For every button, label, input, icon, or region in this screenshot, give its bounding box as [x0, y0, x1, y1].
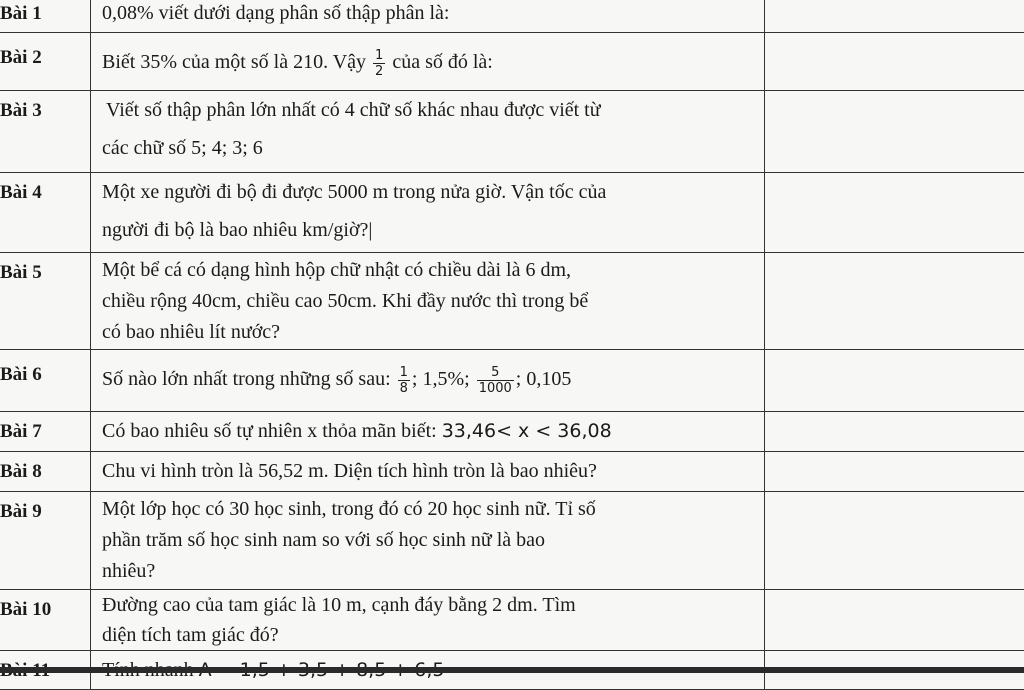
fraction: $\frac{1}{2}$ [373, 48, 385, 79]
problem-label: Bài 10 [0, 590, 91, 651]
problem-text: Một bể cá có dạng hình hộp chữ nhật có chiều dài là 6 dm, chiều rộng 40cm, chiều cao 50cm. Khi đầy nước thì trong bể có bao nhiêu lít nước? [91, 253, 765, 350]
problem-text: Số nào lớn nhất trong những số sau: $\frac{1}{8}$ ; 1,5%; $\frac{5}{1000}$ ; 0,105 [91, 350, 765, 412]
answer-cell[interactable] [765, 412, 1024, 452]
table-row [0, 412, 1024, 452]
problem-text: Đường cao của tam giác là 10 m, cạnh đáy bằng 2 dm. Tìm diện tích tam giác đó? [91, 590, 765, 651]
problem-label: Bài 1 [0, 0, 91, 33]
problem-text: 0,08% viết dưới dạng phân số thập phân là: [91, 0, 765, 33]
problem-label: Bài 5 [0, 253, 91, 350]
answer-cell[interactable] [765, 492, 1024, 590]
problem-label: Bài 8 [0, 452, 91, 492]
fraction: $\frac{5}{1000}$ [477, 365, 514, 396]
problem-label: Bài 7 [0, 412, 91, 452]
answer-cell[interactable] [765, 0, 1024, 33]
problem-label: Bài 4 [0, 173, 91, 253]
table-row [0, 253, 1024, 350]
inequality: 33,46< x < 36,08 [442, 420, 612, 442]
answer-cell[interactable] [765, 253, 1024, 350]
problem-text: Một lớp học có 30 học sinh, trong đó có 20 học sinh nữ. Tỉ số phần trăm số học sinh nam so với số học sinh nữ là bao nhiêu? [91, 492, 765, 590]
problem-label: Bài 2 [0, 33, 91, 91]
answer-cell[interactable] [765, 452, 1024, 492]
answer-cell[interactable] [765, 33, 1024, 91]
answer-cell[interactable] [765, 91, 1024, 173]
problem-text: Một xe người đi bộ đi được 5000 m trong nửa giờ. Vận tốc của người đi bộ là bao nhiêu km/giờ?| [91, 173, 765, 253]
fraction: $\frac{1}{8}$ [398, 365, 410, 396]
table-row [0, 452, 1024, 492]
answer-cell[interactable] [765, 350, 1024, 412]
table-row [0, 350, 1024, 412]
table-row [0, 590, 1024, 651]
table-row [0, 0, 1024, 33]
table-row [0, 492, 1024, 590]
table-row [0, 91, 1024, 173]
problem-text: Biết 35% của một số là 210. Vậy $\frac{1}{2}$ của số đó là: [91, 33, 765, 91]
problem-label: Bài 9 [0, 492, 91, 590]
answer-cell[interactable] [765, 173, 1024, 253]
problem-text: Chu vi hình tròn là 56,52 m. Diện tích hình tròn là bao nhiêu? [91, 452, 765, 492]
bottom-edge [0, 667, 1024, 673]
problem-label: Bài 3 [0, 91, 91, 173]
problem-text: Viết số thập phân lớn nhất có 4 chữ số khác nhau được viết từ các chữ số 5; 4; 3; 6 [91, 91, 765, 173]
problem-text: Có bao nhiêu số tự nhiên x thỏa mãn biết: 33,46< x < 36,08 [91, 412, 765, 452]
problem-label: Bài 6 [0, 350, 91, 412]
table-row [0, 33, 1024, 91]
table-row [0, 173, 1024, 253]
answer-cell[interactable] [765, 590, 1024, 651]
